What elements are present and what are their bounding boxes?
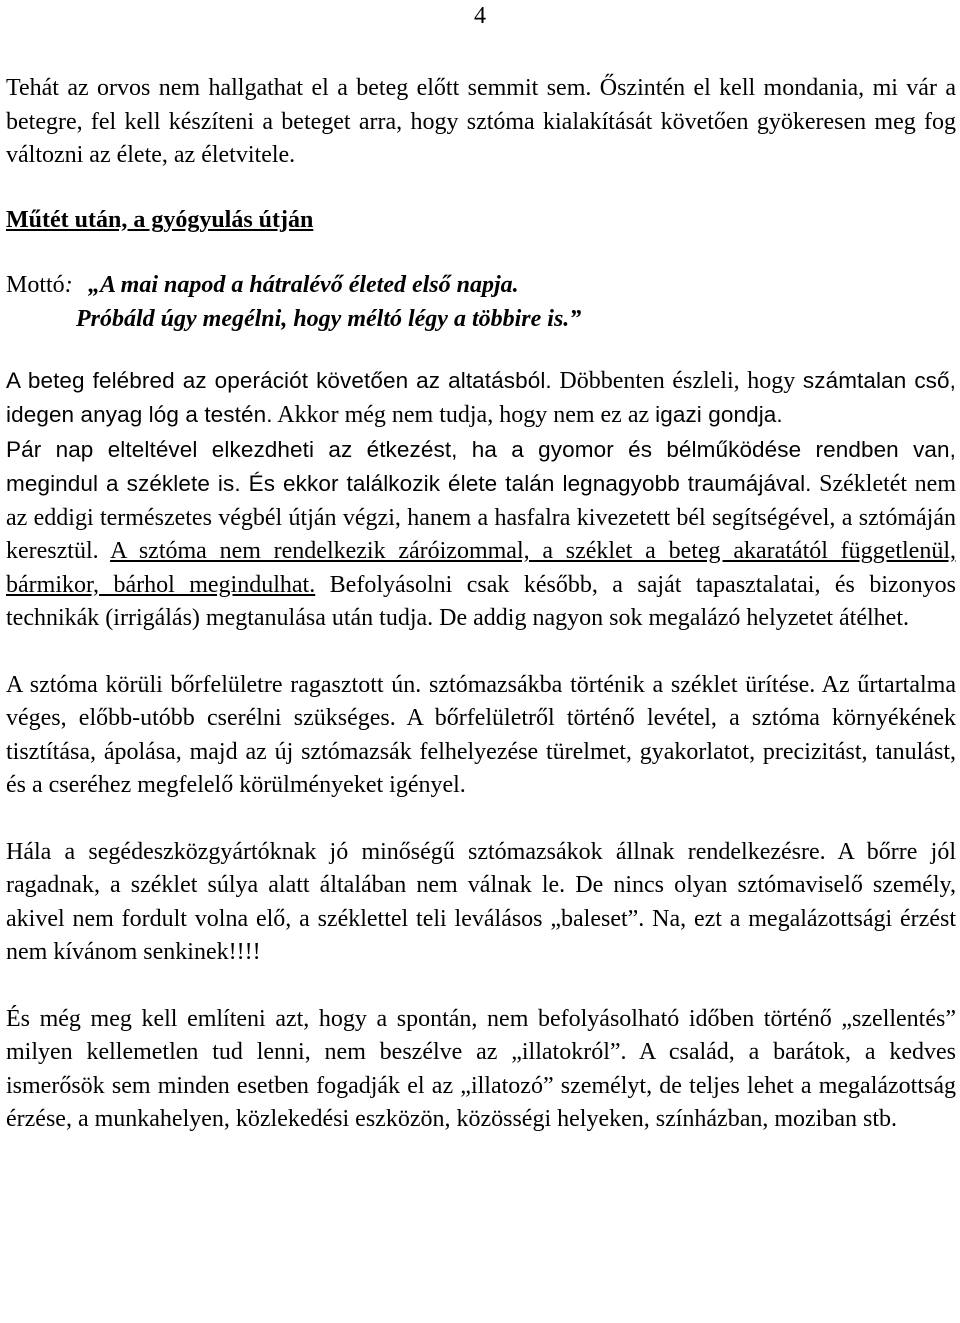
paragraph-social: És még meg kell említeni azt, hogy a spontán, nem befolyásolható időben történő „szellentés” milyen kellemetlen tud lenni, nem beszélve az „illatokról”. A család, a barátok, a kedves ismerősök sem minden esetben fogadják el az „illatozó” személyt, de teljes lehet a megalázottság érzése, a munkahelyen, közlekedési eszközön, közösségi helyeken, színházban, moziban stb. <box>6 1005 956 1132</box>
spacer <box>6 636 956 669</box>
motto-label: Mottó <box>6 271 65 298</box>
paragraph-trauma-rest: Befolyásolni csak később, a saját tapasztalatai, és bizonyos technikák (irrigálás) megtanulása után tudja. De addig nagyon sok megalázó helyzetet átélhet. <box>6 571 956 631</box>
motto-colon: : <box>64 271 73 298</box>
paragraph-wakeup-sans-c: igazi gondja. <box>655 402 783 427</box>
intro-paragraph: Tehát az orvos nem hallgathat el a beteg előtt semmit sem. Őszintén el kell mondania, mi vár a betegre, fel kell készíteni a beteget arra, hogy sztóma kialakítását követően gyökeresen meg fog változni az élete, az életvitele. <box>6 75 956 168</box>
paragraph-wakeup-sans-b: számtalan cső, idegen anyag lóg a testén. <box>6 367 956 427</box>
paragraph-wakeup <box>6 364 956 433</box>
paragraph-supplies: Hála a segédeszközgyártóknak jó minőségű sztómazsákok állnak rendelkezésre. A bőrre jól ragadnak, a széklet súlya alatt általában nem válnak le. De nincs olyan sztómaviselő személy, akivel nem fordult volna elő, a széklettel teli leválásos „baleset”. Na, ezt a megalázottsági érzést nem kívánom senkinek!!!! <box>6 838 956 965</box>
motto-line-2: Próbáld úgy megélni, hogy méltó légy a többire is.” <box>76 305 582 332</box>
spacer <box>6 336 956 364</box>
spacer <box>6 970 956 1003</box>
paragraph-trauma-sans: Pár nap elteltével elkezdheti az étkezést, ha a gyomor és bélműködése rendben van, megindul a széklete is. És ekkor találkozik élete talán legnagyobb traumájával. <box>6 436 956 496</box>
spacer <box>6 803 956 836</box>
spacer <box>6 173 956 203</box>
motto-label-wrap <box>6 268 88 302</box>
document-body <box>6 72 956 1137</box>
paragraph-trauma-serif: Székletét nem az eddigi természetes végbél útján végzi, hanem a hasfalra kivezetett bél segítségével, a sztómáján keresztül. <box>6 471 957 564</box>
paragraph-trauma-underlined: A sztóma nem rendelkezik záróizommal, a széklet a beteg akaratától függetlenül, bármikor, bárhol megindulhat. <box>6 538 956 598</box>
motto <box>6 268 956 302</box>
paragraph-bag: A sztóma körüli bőrfelületre ragasztott ún. sztómazsákba történik a széklet ürítése. Az űrtartalma véges, előbb-utóbb cserélni szükséges. A bőrfelületről történő levétel, a sztóma környékének tisztítása, ápolása, majd az új sztómazsák felhelyezése türelmet, gyakorlatot, precizitást, tanulást, és a cseréhez megfelelő körülményeket igényel. <box>6 671 956 798</box>
spacer <box>6 237 956 268</box>
motto-line-1: „A mai napod a hátralévő életed első napja. <box>88 271 519 298</box>
paragraph-wakeup-serif-b: Akkor még nem tudja, hogy nem ez az <box>272 402 656 428</box>
section-heading: Műtét után, a gyógyulás útján <box>6 206 314 233</box>
page-number: 4 <box>474 3 486 29</box>
paragraph-wakeup-sans-a: A beteg felébred az operációt követően az altatásból. <box>6 367 552 393</box>
paragraph-trauma <box>6 433 956 636</box>
paragraph-wakeup-serif-a: Döbbenten észleli, hogy <box>551 367 803 394</box>
